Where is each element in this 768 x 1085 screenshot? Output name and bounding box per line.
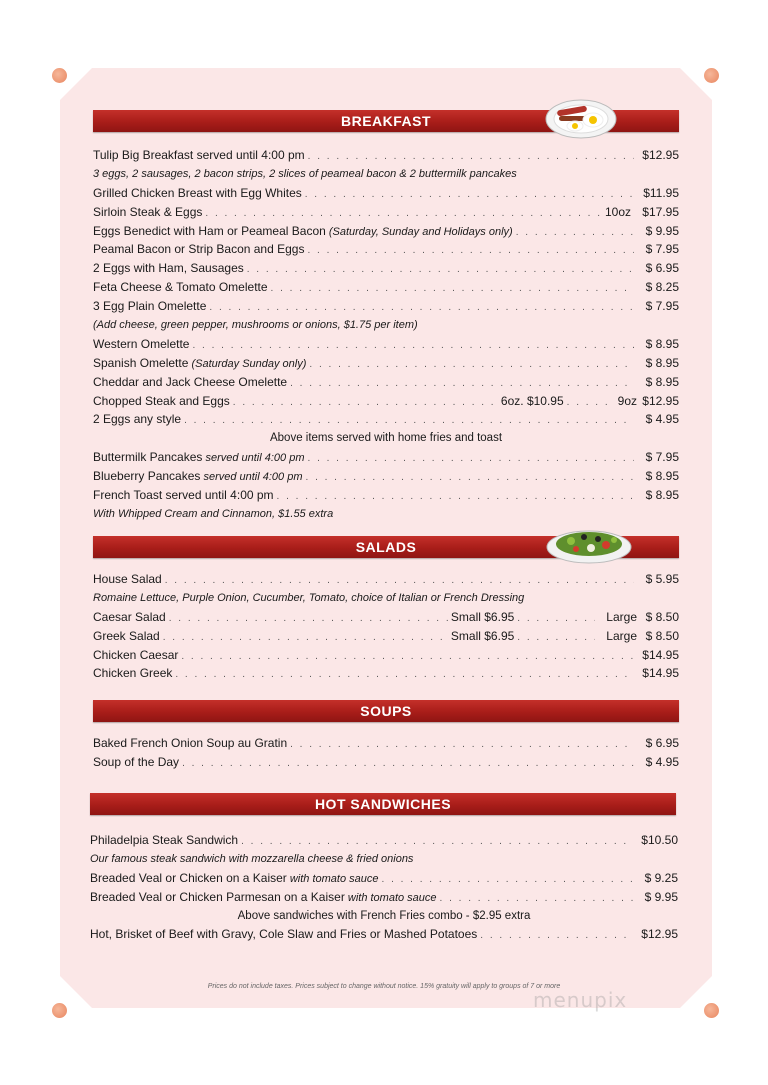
item-note: [93, 589, 679, 608]
soups-banner: [93, 700, 679, 722]
item-name-italic: (Saturday Sunday only): [188, 357, 307, 370]
item-name: Peamal Bacon or Strip Bacon and Eggs: [93, 242, 305, 257]
leader-dots: [290, 736, 634, 755]
note-text: With Whipped Cream and Cinnamon, $1.55 extra: [93, 507, 334, 520]
leader-dots: [516, 224, 634, 243]
item-size: Small $6.95: [450, 609, 515, 624]
salad-plate-image: [546, 525, 632, 565]
item-name: House Salad: [93, 572, 162, 586]
item-price: $ 8.95: [645, 488, 679, 503]
menu-item: [93, 570, 679, 589]
note-text: Above items served with home fries and toast: [269, 432, 503, 445]
item-name: Grilled Chicken Breast with Egg Whites: [93, 185, 302, 200]
leader-dots: [480, 927, 633, 946]
item-price: $12.95: [641, 927, 678, 942]
item-note: [90, 850, 678, 869]
item-price: $17.95: [642, 204, 679, 219]
item-price: $ 6.95: [645, 261, 679, 276]
item-price: $ 8.95: [645, 336, 679, 351]
item-name-italic: served until 4:00 pm: [200, 471, 303, 484]
leader-dots: [271, 280, 634, 299]
item-name-text: Spanish Omelette: [93, 355, 189, 370]
corner-dot-bottom-right: [704, 1003, 719, 1018]
item-price: $ 7.95: [645, 242, 679, 257]
leader-dots: [308, 450, 634, 469]
item-size: Small $6.95: [450, 628, 515, 643]
item-price: $ 8.95: [645, 374, 679, 389]
item-name: Hot, Brisket of Beef with Gravy, Cole Slaw and Fries or Mashed Potatoes: [90, 927, 478, 942]
item-name: Caesar Salad: [93, 609, 166, 624]
item-note: [93, 165, 679, 184]
menu-item: [93, 753, 679, 772]
corner-dot-top-right: [704, 68, 719, 83]
item-price: $14.95: [642, 666, 679, 681]
menu-item: [93, 146, 679, 165]
item-name: 2 Eggs with Ham, Sausages: [93, 261, 244, 276]
item-price: $ 9.95: [645, 223, 679, 238]
item-price: $ 8.95: [645, 469, 679, 484]
item-name-text: Buttermilk Pancakes: [93, 450, 203, 465]
note-text: Our famous steak sandwich with mozzarella cheese & fried onions: [90, 852, 414, 865]
leader-dots: [309, 356, 634, 375]
item-price: $12.95: [642, 148, 679, 162]
menu-item: [93, 486, 679, 505]
breakfast-plate-image: [545, 98, 617, 140]
item-price: $ 7.95: [645, 450, 679, 465]
item-name: Chicken Caesar: [93, 647, 179, 662]
leader-dots: [182, 755, 634, 774]
leader-dots: [305, 186, 634, 205]
menu-item: [93, 240, 679, 259]
item-price: $ 8.50: [645, 609, 679, 624]
item-note: [90, 907, 678, 926]
corner-dot-bottom-left: [52, 1003, 67, 1018]
item-note: [93, 316, 679, 335]
leader-dots: [306, 469, 634, 488]
item-price: $ 4.95: [645, 412, 679, 427]
menu-item: [93, 278, 679, 297]
menu-item: [90, 831, 678, 850]
menu-item: [93, 297, 679, 316]
item-size: Large: [606, 628, 637, 643]
leader-dots: [163, 629, 448, 648]
note-text: Romaine Lettuce, Purple Onion, Cucumber, Tomato, choice of Italian or French Dressing: [93, 591, 525, 604]
item-price: $ 8.50: [645, 628, 679, 643]
leader-dots: [169, 610, 448, 629]
leader-dots: [247, 261, 634, 280]
menu-item: [93, 627, 679, 646]
leader-dots: [567, 394, 615, 413]
item-price: $10.50: [641, 833, 678, 847]
menu-item: [90, 888, 678, 907]
item-name-italic: with tomato sauce: [344, 891, 437, 904]
item-price: $11.95: [643, 185, 679, 200]
menu-item: [93, 467, 679, 486]
menu-item: [93, 608, 679, 627]
item-name: Chicken Greek: [93, 666, 173, 681]
menu-item: [93, 448, 679, 467]
hot-sandwiches-title: HOT SANDWICHES: [314, 796, 452, 812]
item-price: $ 9.95: [644, 889, 678, 904]
item-name: 2 Eggs any style: [93, 412, 182, 427]
salads-section: [93, 570, 679, 683]
salads-title: SALADS: [355, 539, 417, 555]
item-price: $ 8.95: [645, 355, 679, 370]
item-name: [90, 869, 379, 889]
leader-dots: [517, 629, 595, 648]
item-name: Western Omelette: [93, 336, 190, 351]
item-price: $14.95: [642, 647, 679, 662]
menu-item: [93, 392, 679, 411]
footer-disclaimer: Prices do not include taxes. Prices subject to change without notice. 15% gratuity will apply to groups of 7 or more: [207, 983, 561, 990]
hot-sandwiches-banner: [90, 793, 676, 815]
menu-item: [93, 354, 679, 373]
item-name-italic: with tomato sauce: [286, 872, 379, 885]
item-name-text: Breaded Veal or Chicken Parmesan on a Kaiser: [90, 889, 345, 904]
leader-dots: [175, 666, 634, 685]
breakfast-title: BREAKFAST: [340, 113, 432, 129]
leader-dots: [517, 610, 595, 629]
item-price: $ 9.25: [644, 870, 678, 885]
item-note: [93, 505, 679, 524]
item-name: Feta Cheese & Tomato Omelette: [93, 280, 268, 295]
leader-dots: [233, 394, 498, 413]
note-text: (Add cheese, green pepper, mushrooms or onions, $1.75 per item): [93, 319, 418, 332]
menu-item: [90, 925, 678, 944]
soups-title: SOUPS: [360, 703, 412, 719]
item-name: Tulip Big Breakfast served until 4:00 pm: [93, 148, 305, 162]
item-name: French Toast served until 4:00 pm: [93, 488, 274, 503]
note-text: 3 eggs, 2 sausages, 2 bacon strips, 2 slices of peameal bacon & 2 buttermilk pancakes: [93, 167, 517, 180]
item-name: [93, 354, 306, 374]
menu-item: [93, 410, 679, 429]
leader-dots: [181, 648, 634, 667]
menu-item: [90, 869, 678, 888]
item-name: [90, 888, 437, 908]
item-price: $12.95: [642, 393, 679, 408]
menu-item: [93, 335, 679, 354]
item-name: Soup of the Day: [93, 754, 180, 769]
item-price: $ 8.25: [645, 280, 679, 295]
menu-item: [93, 203, 679, 222]
note-text: Above sandwiches with French Fries combo - $2.95 extra: [237, 909, 531, 922]
leader-dots: [290, 375, 634, 394]
item-name-italic: (Saturday, Sunday and Holidays only): [325, 225, 513, 238]
item-price: $ 5.95: [645, 572, 679, 586]
item-name: 3 Egg Plain Omelette: [93, 299, 207, 314]
item-size: 9oz: [617, 393, 637, 408]
item-name-text: Blueberry Pancakes: [93, 469, 201, 484]
soups-section: [93, 734, 679, 772]
item-name: Sirloin Steak & Eggs: [93, 204, 203, 219]
item-price: $ 7.95: [645, 299, 679, 314]
menu-item: [93, 646, 679, 665]
item-name: Greek Salad: [93, 628, 160, 643]
item-name: [93, 222, 513, 242]
menu-item: [93, 373, 679, 392]
item-name-text: Breaded Veal or Chicken on a Kaiser: [90, 870, 287, 885]
item-name: [93, 448, 305, 468]
item-size: Large: [606, 609, 637, 624]
menu-item: [93, 259, 679, 278]
item-name: Cheddar and Jack Cheese Omelette: [93, 374, 288, 389]
item-size: 6oz. $10.95: [500, 393, 564, 408]
menu-item: [93, 734, 679, 753]
corner-dot-top-left: [52, 68, 67, 83]
item-note: [93, 429, 679, 448]
watermark: menupix: [533, 988, 628, 1012]
breakfast-section: [93, 146, 679, 524]
item-name: Philadelpia Steak Sandwich: [90, 833, 239, 847]
leader-dots: [307, 242, 634, 261]
item-name-italic: served until 4:00 pm: [202, 452, 305, 465]
item-name-text: Eggs Benedict with Ham or Peameal Bacon: [93, 223, 326, 238]
menu-item: [93, 222, 679, 241]
menu-item: [93, 184, 679, 203]
item-price: $ 4.95: [645, 754, 679, 769]
item-price: $ 6.95: [645, 736, 679, 750]
hot-sandwiches-section: [90, 831, 678, 944]
item-name: [93, 467, 303, 487]
item-name: Baked French Onion Soup au Gratin: [93, 736, 288, 750]
item-size: 10oz: [604, 204, 631, 219]
item-name: Chopped Steak and Eggs: [93, 393, 230, 408]
menu-item: [93, 664, 679, 683]
